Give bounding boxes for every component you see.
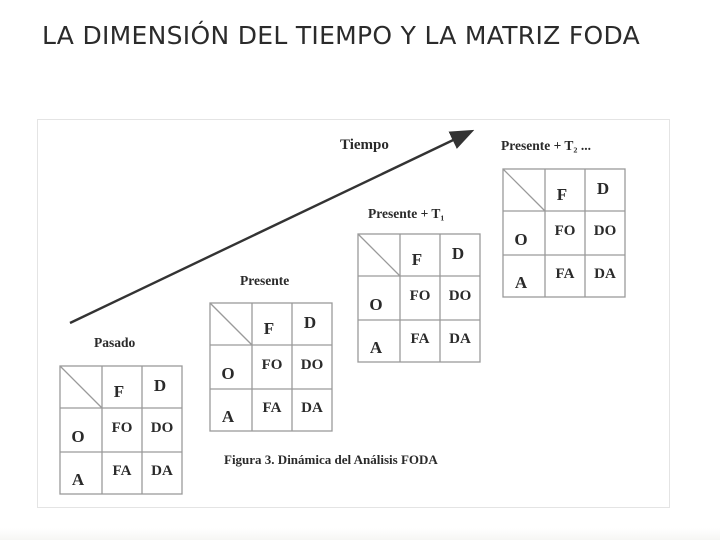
foda-matrix-presente [210,303,332,431]
row-header-a: A [514,273,528,292]
cell-fa: FA [262,400,282,416]
cell-fa: FA [555,266,575,282]
foda-time-diagram [38,120,669,507]
row-header-o: O [71,427,85,446]
col-header-d: D [153,376,167,395]
cell-fo: FO [409,288,431,304]
row-header-a: A [71,470,85,489]
stage-label-presente: Presente [240,273,290,288]
cell-fa: FA [112,463,132,479]
col-header-d: D [451,244,465,263]
cell-fo: FO [554,223,576,239]
slide-title: LA DIMENSIÓN DEL TIEMPO Y LA MATRIZ FODA [42,21,640,50]
foda-matrix-pasado [60,366,182,494]
foda-matrix-presente-t2 [503,169,625,297]
cell-da: DA [151,463,173,479]
matrix-corner-diagonal [503,169,545,211]
row-header-o: O [369,295,383,314]
col-header-f: F [411,250,423,269]
cell-do: DO [300,357,324,373]
stage-label-pasado: Pasado [94,335,136,350]
col-header-f: F [263,319,275,338]
cell-fo: FO [261,357,283,373]
cell-fo: FO [111,420,133,436]
stage-label-presente-t2: Presente + T₂ ... [501,138,591,153]
row-header-a: A [369,338,383,357]
foda-matrix-presente-t1 [358,234,480,362]
col-header-f: F [113,382,125,401]
stage-label-presente-t1: Presente + T₁ [368,206,445,221]
col-header-d: D [303,313,317,332]
cell-do: DO [593,223,617,239]
matrix-corner-diagonal [358,234,400,276]
col-header-d: D [596,179,610,198]
cell-do: DO [150,420,174,436]
cell-do: DO [448,288,472,304]
diagram-canvas [38,120,669,507]
row-header-o: O [221,364,235,383]
cell-da: DA [449,331,471,347]
cell-da: DA [301,400,323,416]
row-header-a: A [221,407,235,426]
cell-fa: FA [410,331,430,347]
time-axis-label: Tiempo [340,137,389,153]
col-header-f: F [556,185,568,204]
matrix-corner-diagonal [60,366,102,408]
row-header-o: O [514,230,528,249]
slide-footer-strip [0,528,720,540]
cell-da: DA [594,266,616,282]
figure-caption: Figura 3. Dinámica del Análisis FODA [224,452,438,467]
matrix-corner-diagonal [210,303,252,345]
